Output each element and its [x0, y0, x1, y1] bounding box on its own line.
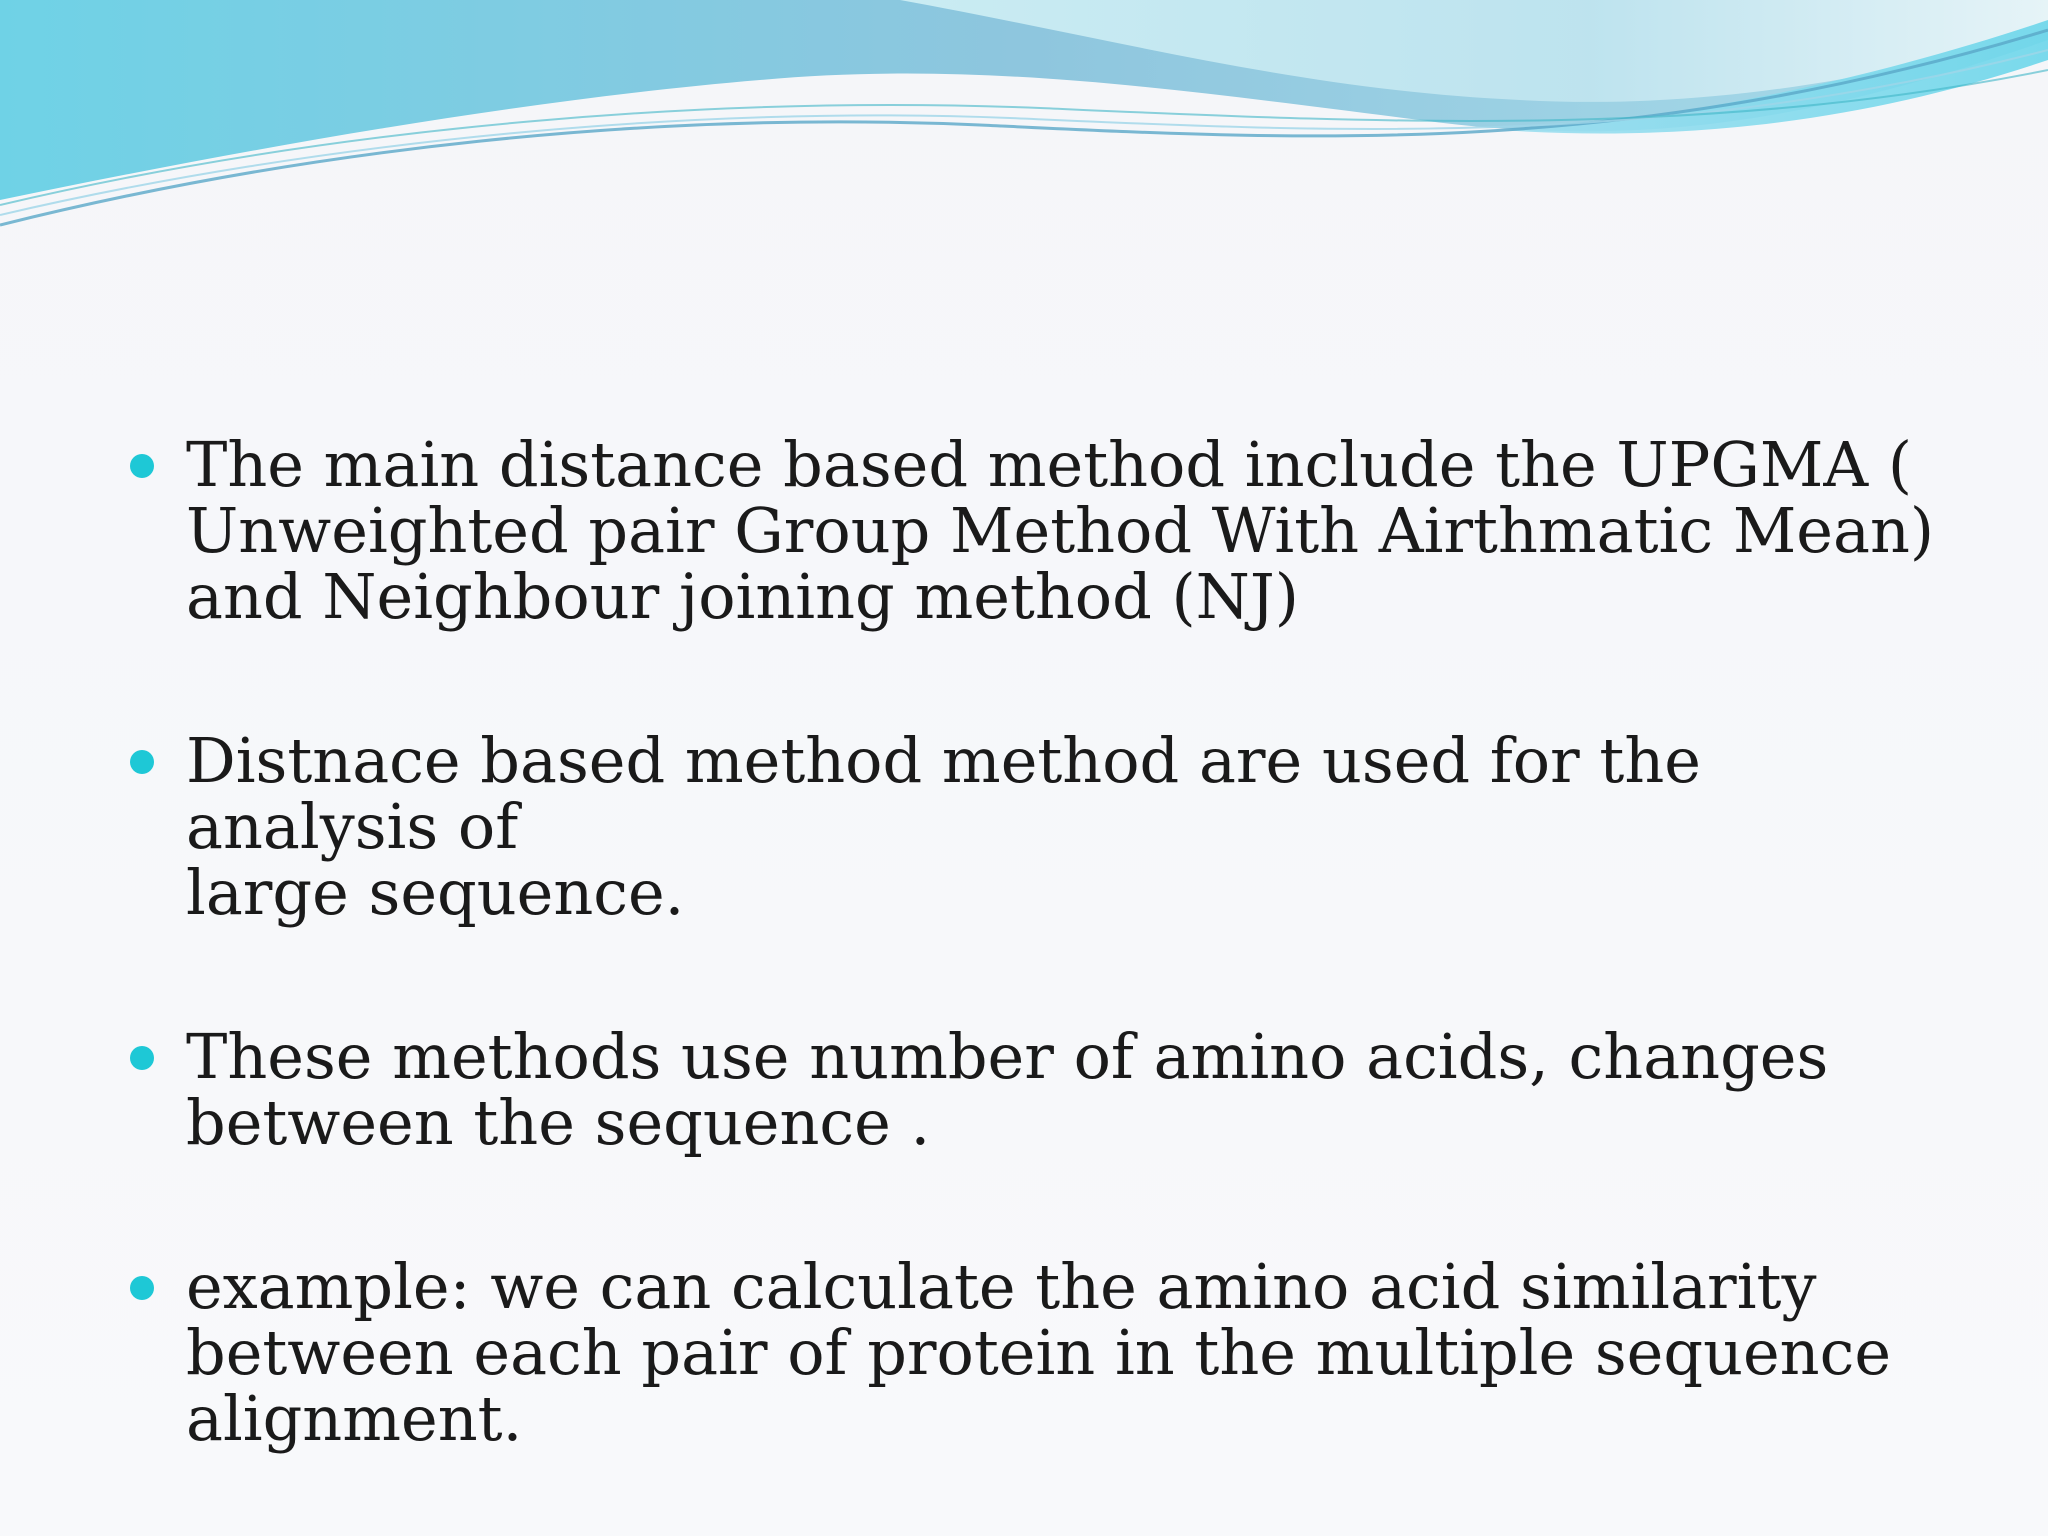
bullet-item-1 — [130, 428, 1970, 633]
bullet-list — [130, 428, 1970, 1455]
bullet-text: example: we can calculate the amino acid similarity between each pair of protein in the multiple sequence alignment. — [186, 1250, 1892, 1455]
bullet-item-3 — [130, 1020, 1970, 1159]
bullet-dot-icon — [130, 1046, 154, 1070]
bullet-dot-icon — [130, 1276, 154, 1300]
bullet-item-2 — [130, 724, 1970, 929]
bullet-text: The main distance based method include the UPGMA ( Unweighted pair Group Method With Airthmatic Mean) and Neighbour joining method (NJ) — [186, 428, 1935, 633]
bullet-dot-icon — [130, 750, 154, 774]
bullet-item-4 — [130, 1250, 1970, 1455]
bullet-text: Distnace based method method are used for the analysis of large sequence. — [186, 724, 1701, 929]
bullet-dot-icon — [130, 454, 154, 478]
header-wave-decoration — [0, 0, 2048, 260]
bullet-text: These methods use number of amino acids, changes between the sequence . — [186, 1020, 1829, 1159]
